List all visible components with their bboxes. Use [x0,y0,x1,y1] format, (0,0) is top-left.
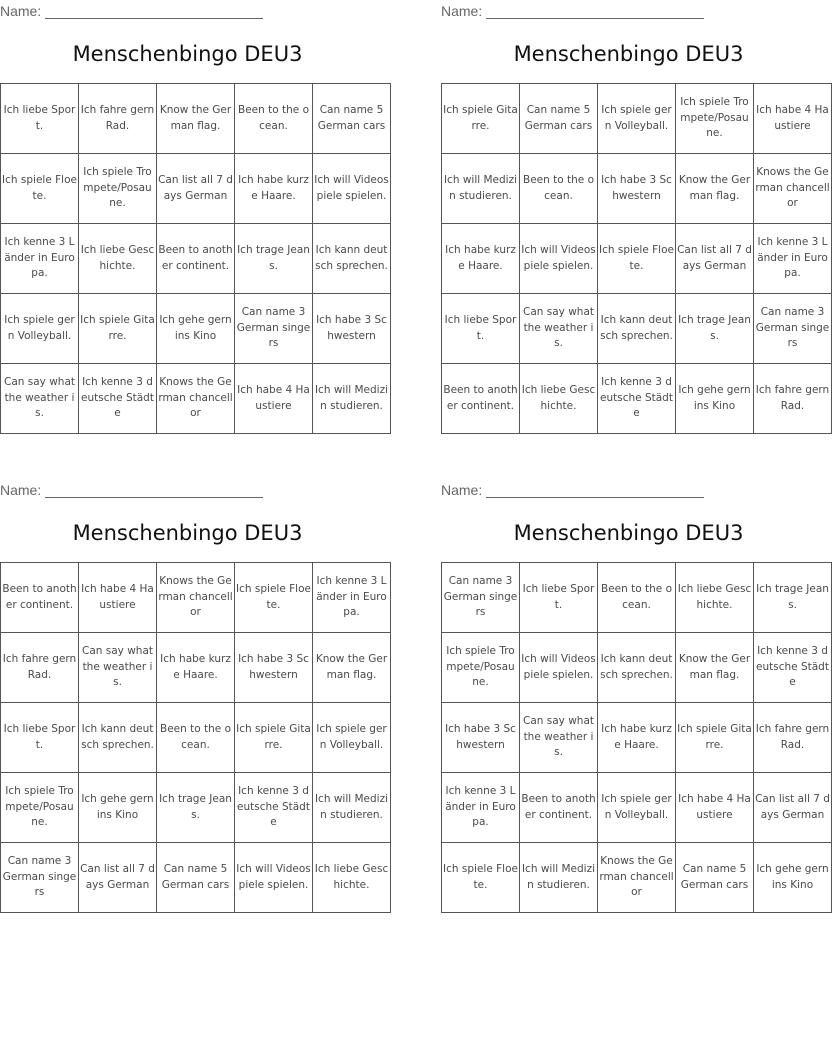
bingo-grid [441,562,832,913]
bingo-cell: Ich spiele Trompete/Posaune. [1,773,79,843]
bingo-cell: Can list all 7 days German [157,154,235,224]
bingo-cell: Ich habe kurze Haare. [235,154,313,224]
card-title: Menschenbingo DEU3 [513,42,744,66]
bingo-row [442,843,832,913]
bingo-cell: Ich habe 3 Schwestern [313,294,391,364]
bingo-cell: Know the German flag. [313,633,391,703]
bingo-cell: Ich habe 3 Schwestern [598,154,676,224]
bingo-cell: Ich spiele Gitarre. [676,703,754,773]
bingo-row [442,294,832,364]
name-line [0,482,263,498]
bingo-cell: Ich kann deutsch sprechen. [598,294,676,364]
bingo-cell: Ich gehe gern ins Kino [754,843,832,913]
bingo-row [1,773,391,843]
bingo-cell: Knows the German chancellor [157,563,235,633]
bingo-cell: Can say what the weather is. [520,703,598,773]
bingo-cell: Ich spiele gern Volleyball. [598,773,676,843]
name-line [441,3,704,19]
bingo-cell: Ich will Medizin studieren. [520,843,598,913]
name-blank-line [486,5,704,19]
bingo-row [1,843,391,913]
bingo-cell: Ich will Medizin studieren. [313,773,391,843]
bingo-cell: Ich fahre gern Rad. [754,703,832,773]
bingo-cell: Can list all 7 days German [754,773,832,843]
bingo-cell: Can name 5 German cars [157,843,235,913]
bingo-cell: Ich habe kurze Haare. [598,703,676,773]
bingo-cell: Ich liebe Sport. [1,703,79,773]
bingo-row [442,703,832,773]
bingo-cell: Ich spiele Floete. [235,563,313,633]
bingo-cell: Ich liebe Sport. [520,563,598,633]
name-label: Name: [0,3,42,19]
bingo-cell: Can say what the weather is. [1,364,79,434]
bingo-cell: Can say what the weather is. [520,294,598,364]
bingo-cell: Ich liebe Sport. [442,294,520,364]
name-label: Name: [0,482,42,498]
bingo-cell: Been to another continent. [157,224,235,294]
bingo-cell: Ich gehe gern ins Kino [157,294,235,364]
bingo-cell: Ich kenne 3 deutsche Städte [754,633,832,703]
bingo-cell: Ich kann deutsch sprechen. [598,633,676,703]
bingo-cell: Can name 3 German singers [442,563,520,633]
bingo-cell: Ich liebe Geschichte. [676,563,754,633]
bingo-grid [441,83,832,434]
bingo-cell: Ich trage Jeans. [235,224,313,294]
name-label: Name: [441,3,483,19]
bingo-row [1,364,391,434]
bingo-cell: Ich liebe Sport. [1,84,79,154]
card-title: Menschenbingo DEU3 [72,42,303,66]
bingo-cell: Ich fahre gern Rad. [1,633,79,703]
bingo-cell: Ich habe 3 Schwestern [235,633,313,703]
bingo-cell: Ich trage Jeans. [676,294,754,364]
bingo-row [1,633,391,703]
bingo-cell: Can list all 7 days German [676,224,754,294]
bingo-cell: Ich kenne 3 Länder in Europa. [442,773,520,843]
bingo-row [1,294,391,364]
bingo-cell: Ich kenne 3 Länder in Europa. [313,563,391,633]
name-blank-line [45,484,263,498]
bingo-row [1,224,391,294]
bingo-cell: Can name 5 German cars [520,84,598,154]
name-blank-line [45,5,263,19]
bingo-cell: Ich trage Jeans. [754,563,832,633]
bingo-cell: Ich kann deutsch sprechen. [313,224,391,294]
bingo-cell: Ich liebe Geschichte. [520,364,598,434]
bingo-row [442,224,832,294]
bingo-row [442,773,832,843]
bingo-cell: Ich spiele gern Volleyball. [313,703,391,773]
bingo-cell: Ich kenne 3 Länder in Europa. [1,224,79,294]
bingo-cell: Ich kann deutsch sprechen. [79,703,157,773]
bingo-row [442,633,832,703]
bingo-cell: Ich kenne 3 deutsche Städte [79,364,157,434]
bingo-cell: Been to the ocean. [157,703,235,773]
bingo-cell: Been to another continent. [1,563,79,633]
bingo-cell: Ich habe kurze Haare. [157,633,235,703]
bingo-cell: Ich spiele gern Volleyball. [598,84,676,154]
bingo-cell: Ich habe 4 Haustiere [79,563,157,633]
name-line [441,482,704,498]
bingo-cell: Can name 3 German singers [754,294,832,364]
bingo-cell: Knows the German chancellor [598,843,676,913]
bingo-cell: Ich will Videospiele spielen. [520,633,598,703]
card-title: Menschenbingo DEU3 [513,521,744,545]
bingo-cell: Knows the German chancellor [754,154,832,224]
bingo-cell: Been to another continent. [520,773,598,843]
bingo-cell: Know the German flag. [157,84,235,154]
bingo-cell: Ich spiele Floete. [1,154,79,224]
bingo-cell: Ich liebe Geschichte. [313,843,391,913]
bingo-cell: Can name 5 German cars [676,843,754,913]
bingo-cell: Can name 3 German singers [235,294,313,364]
bingo-cell: Ich habe kurze Haare. [442,224,520,294]
bingo-cell: Ich gehe gern ins Kino [79,773,157,843]
bingo-grid [0,83,391,434]
card-title: Menschenbingo DEU3 [72,521,303,545]
bingo-cell: Ich habe 3 Schwestern [442,703,520,773]
bingo-cell: Ich gehe gern ins Kino [676,364,754,434]
bingo-cell: Ich kenne 3 deutsche Städte [235,773,313,843]
bingo-row [442,364,832,434]
bingo-row [1,84,391,154]
bingo-cell: Ich spiele Floete. [598,224,676,294]
bingo-cell: Been to the ocean. [520,154,598,224]
bingo-cell: Know the German flag. [676,633,754,703]
bingo-cell: Can list all 7 days German [79,843,157,913]
bingo-cell: Been to the ocean. [235,84,313,154]
bingo-cell: Ich liebe Geschichte. [79,224,157,294]
bingo-cell: Ich spiele Floete. [442,843,520,913]
bingo-row [442,154,832,224]
bingo-row [1,563,391,633]
bingo-cell: Know the German flag. [676,154,754,224]
bingo-cell: Ich spiele Trompete/Posaune. [442,633,520,703]
bingo-cell: Ich will Videospiele spielen. [520,224,598,294]
bingo-row [442,563,832,633]
bingo-cell: Ich fahre gern Rad. [754,364,832,434]
bingo-cell: Been to another continent. [442,364,520,434]
bingo-cell: Ich spiele Trompete/Posaune. [676,84,754,154]
bingo-row [442,84,832,154]
bingo-cell: Ich spiele Trompete/Posaune. [79,154,157,224]
name-label: Name: [441,482,483,498]
bingo-cell: Knows the German chancellor [157,364,235,434]
bingo-cell: Ich habe 4 Haustiere [235,364,313,434]
bingo-grid [0,562,391,913]
bingo-row [1,154,391,224]
bingo-cell: Ich habe 4 Haustiere [754,84,832,154]
bingo-cell: Can name 3 German singers [1,843,79,913]
bingo-cell: Ich spiele Gitarre. [79,294,157,364]
bingo-cell: Ich fahre gern Rad. [79,84,157,154]
bingo-cell: Ich spiele gern Volleyball. [1,294,79,364]
bingo-cell: Ich will Videospiele spielen. [313,154,391,224]
bingo-cell: Ich will Medizin studieren. [313,364,391,434]
bingo-cell: Can say what the weather is. [79,633,157,703]
bingo-cell: Ich will Videospiele spielen. [235,843,313,913]
name-line [0,3,263,19]
bingo-cell: Can name 5 German cars [313,84,391,154]
bingo-cell: Ich spiele Gitarre. [235,703,313,773]
bingo-cell: Ich kenne 3 deutsche Städte [598,364,676,434]
bingo-cell: Ich will Medizin studieren. [442,154,520,224]
bingo-cell: Ich habe 4 Haustiere [676,773,754,843]
bingo-cell: Been to the ocean. [598,563,676,633]
bingo-row [1,703,391,773]
bingo-cell: Ich kenne 3 Länder in Europa. [754,224,832,294]
bingo-cell: Ich trage Jeans. [157,773,235,843]
bingo-cell: Ich spiele Gitarre. [442,84,520,154]
name-blank-line [486,484,704,498]
